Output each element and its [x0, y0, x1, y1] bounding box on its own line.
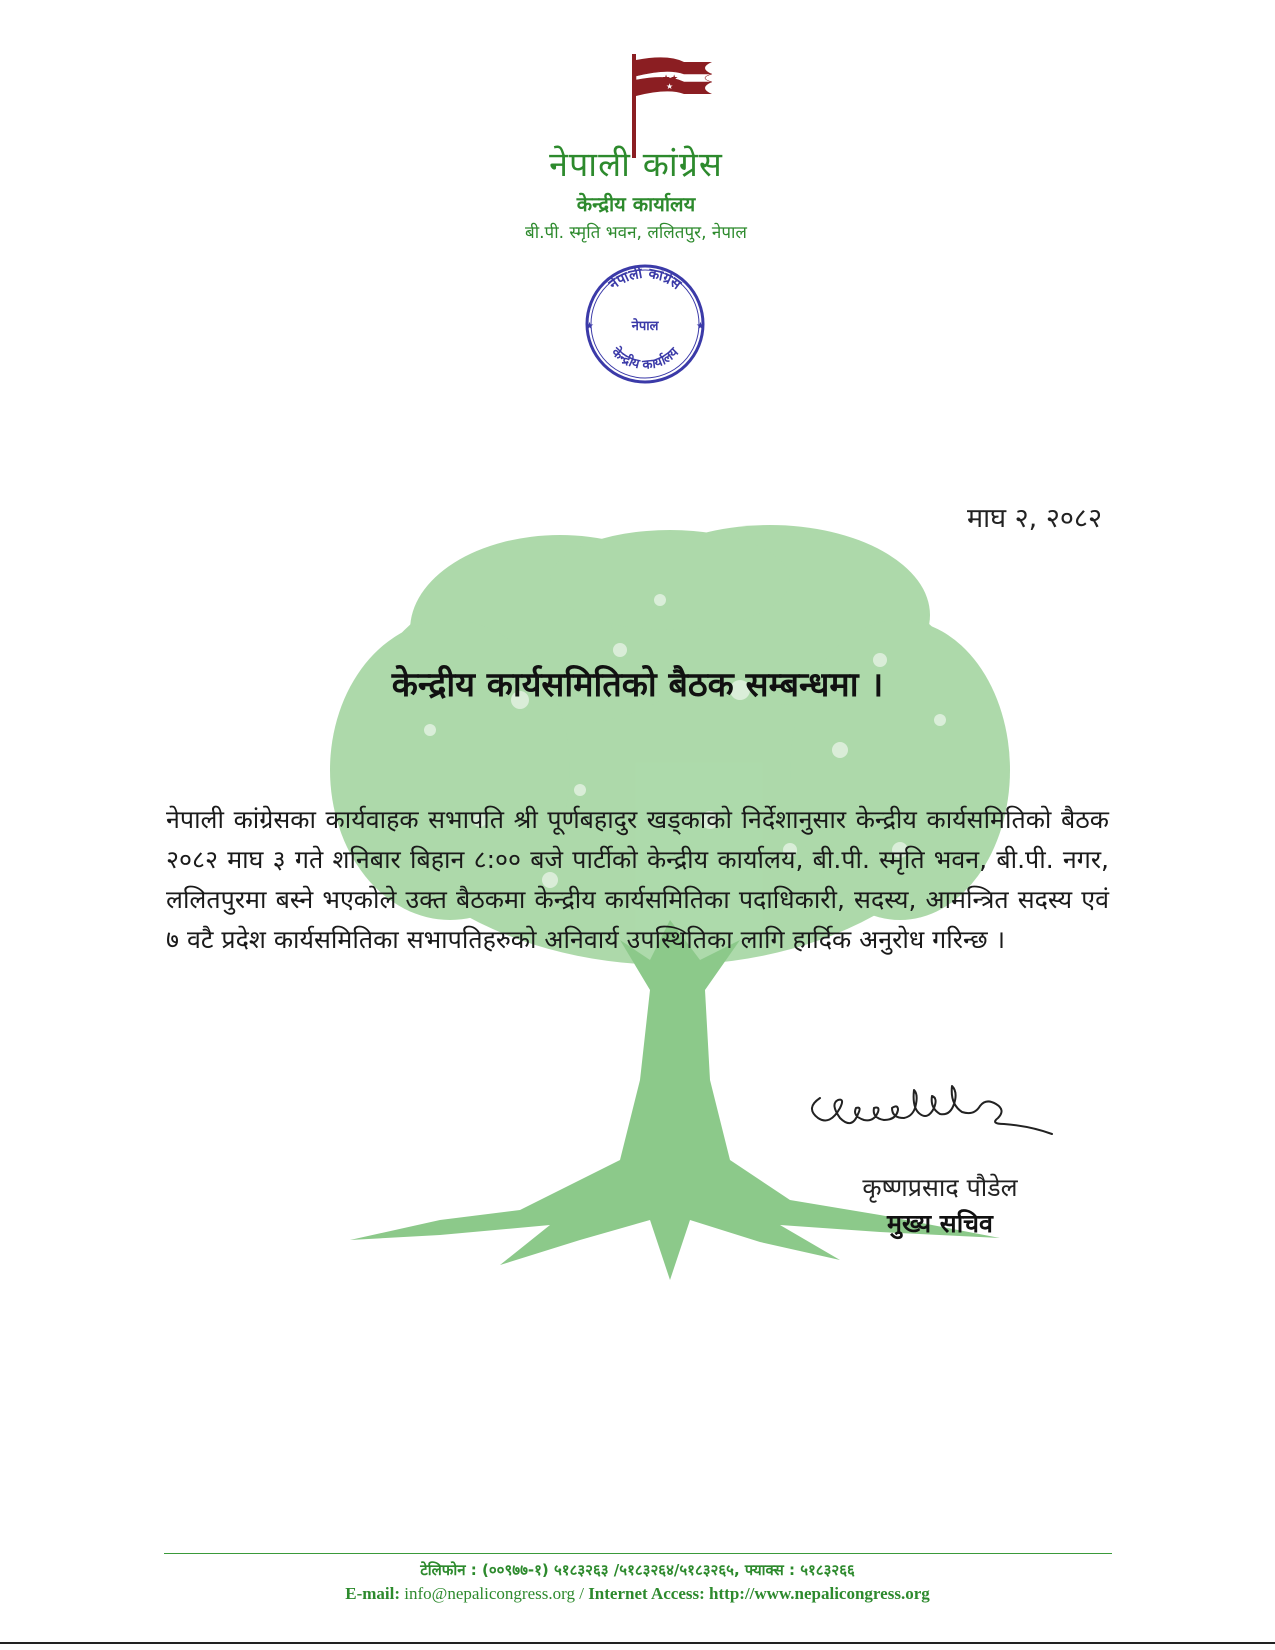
letter-subject: केन्द्रीय कार्यसमितिको बैठक सम्बन्धमा ।	[391, 665, 884, 705]
handwritten-signature	[800, 1068, 1080, 1148]
seal-center-text: नेपाल	[631, 319, 659, 334]
footer-separator: /	[579, 1584, 584, 1603]
internet-label: Internet Access:	[588, 1584, 705, 1603]
svg-text:★: ★	[666, 82, 674, 91]
seal-top-text: नेपाली कांग्रेस	[606, 265, 684, 294]
email-label: E-mail:	[345, 1584, 401, 1603]
office-name: केन्द्रीय कार्यालय	[576, 192, 696, 216]
office-seal	[572, 262, 718, 384]
signer-name: कृष्णप्रसाद पौडेल	[862, 1173, 1018, 1202]
svg-text:★★: ★★	[662, 74, 679, 84]
footer-divider	[164, 1553, 1112, 1554]
letter-date: माघ २, २०८२	[966, 503, 1102, 534]
svg-text:★: ★	[696, 321, 705, 332]
page-bottom-rule	[0, 1642, 1275, 1644]
party-name: नेपाली कांग्रेस	[549, 145, 723, 185]
svg-text:नेपाली कांग्रेस	[605, 265, 685, 294]
svg-text:केन्द्रीय कार्यालय	[607, 344, 682, 374]
signer-title: मुख्य सचिव	[887, 1209, 993, 1238]
email-link[interactable]: info@nepalicongress.org	[404, 1584, 575, 1603]
footer-contact	[0, 1584, 1275, 1604]
letter-body: नेपाली कांग्रेसका कार्यवाहक सभापति श्री पूर्णबहादुर खड्काको निर्देशानुसार केन्द्रीय कार्यसमितिको बैठक २०८२ माघ ३ गते शनिबार बिहान ८:०० बजे पार्टीको केन्द्रीय कार्यालय, बी.पी. स्मृति भवन, बी.पी. नगर, ललितपुरमा बस्ने भएकोले उक्त बैठकमा केन्द्रीय कार्यसमितिका पदाधिकारी, सदस्य, आमन्त्रित सदस्य एवं ७ वटै प्रदेश कार्यसमितिका सभापतिहरुको अनिवार्य उपस्थितिका लागि हार्दिक अनुरोध गरिन्छ ।	[166, 805, 1109, 954]
svg-text:★: ★	[585, 321, 594, 332]
website-link[interactable]: http://www.nepalicongress.org	[709, 1584, 930, 1603]
office-address: बी.पी. स्मृति भवन, ललितपुर, नेपाल	[525, 223, 747, 243]
footer-phone-fax: टेलिफोन : (००९७७-१) ५१८३२६३ /५१८३२६४/५१८३२६५, फ्याक्स : ५१८३२६६	[420, 1561, 855, 1579]
seal-bottom-text: केन्द्रीय कार्यालय	[608, 345, 682, 374]
